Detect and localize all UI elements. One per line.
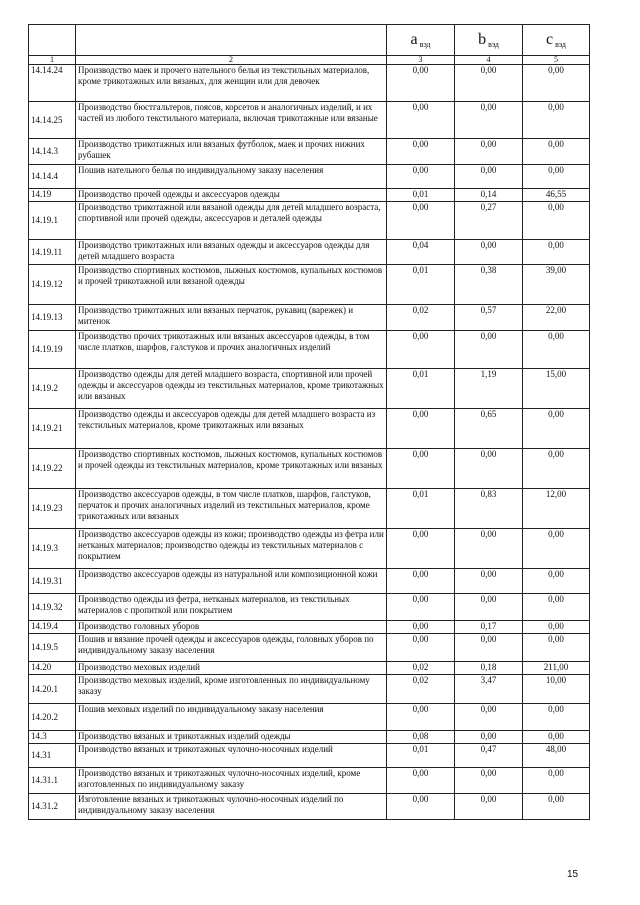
value-c-cell: 39,00 — [523, 265, 590, 305]
description-cell: Производство трикотажных или вязаных перчаток, рукавиц (варежек) и митенок — [76, 305, 387, 331]
description-cell: Производство одежды для детей младшего возраста, спортивной или прочей одежды и аксессуаров одежды из текстильных материалов, кроме трикотажных или вязаных — [76, 369, 387, 409]
value-b-cell: 0,00 — [455, 529, 523, 569]
okved-code-cell: 14.19.13 — [29, 305, 76, 331]
value-c-cell: 22,00 — [523, 305, 590, 331]
value-c-cell: 0,00 — [523, 331, 590, 369]
table-row — [29, 768, 590, 794]
value-a-cell: 0,00 — [387, 65, 455, 102]
table-row — [29, 331, 590, 369]
column-number: 4 — [455, 56, 523, 65]
table-row — [29, 675, 590, 704]
table-row — [29, 165, 590, 189]
value-c-cell: 0,00 — [523, 634, 590, 662]
value-b-cell: 0,14 — [455, 189, 523, 202]
okved-code-cell: 14.14.24 — [29, 65, 76, 102]
value-c-cell: 0,00 — [523, 768, 590, 794]
table-row — [29, 202, 590, 240]
table-row — [29, 369, 590, 409]
okved-code-cell: 14.19.3 — [29, 529, 76, 569]
value-a-cell: 0,00 — [387, 165, 455, 189]
okved-code-cell: 14.14.3 — [29, 139, 76, 165]
value-b-cell: 0,00 — [455, 768, 523, 794]
value-b-cell: 0,27 — [455, 202, 523, 240]
value-a-cell: 0,00 — [387, 449, 455, 489]
description-cell: Производство спортивных костюмов, лыжных костюмов, купальных костюмов и прочей трикотажной или вязаной одежды — [76, 265, 387, 305]
description-cell: Производство маек и прочего нательного белья из текстильных материалов, кроме трикотажных или вязаных, для женщин или для девочек — [76, 65, 387, 102]
okved-code-cell: 14.19.12 — [29, 265, 76, 305]
table-row — [29, 305, 590, 331]
column-number: 2 — [76, 56, 387, 65]
value-b-cell: 0,00 — [455, 240, 523, 265]
value-b-cell: 0,38 — [455, 265, 523, 305]
table-row — [29, 569, 590, 594]
value-a-cell: 0,01 — [387, 369, 455, 409]
value-b-cell: 0,17 — [455, 621, 523, 634]
table-row — [29, 240, 590, 265]
okved-code-cell: 14.19.19 — [29, 331, 76, 369]
value-a-cell: 0,01 — [387, 489, 455, 529]
value-c-cell: 0,00 — [523, 65, 590, 102]
value-a-cell: 0,04 — [387, 240, 455, 265]
table-row — [29, 731, 590, 744]
table-row — [29, 662, 590, 675]
page-number: 15 — [567, 869, 579, 880]
value-b-cell: 0,00 — [455, 704, 523, 731]
value-b-cell: 0,00 — [455, 449, 523, 489]
value-c-cell: 0,00 — [523, 240, 590, 265]
okved-code-cell: 14.19.22 — [29, 449, 76, 489]
okved-code-cell: 14.19.31 — [29, 569, 76, 594]
value-c-cell: 48,00 — [523, 744, 590, 768]
okved-code-cell: 14.19.32 — [29, 594, 76, 621]
description-cell: Изготовление вязаных и трикотажных чулочно-носочных изделий по индивидуальному заказу населения — [76, 794, 387, 820]
header-code-cell — [29, 25, 76, 56]
okved-code-cell: 14.31.1 — [29, 768, 76, 794]
value-a-cell: 0,02 — [387, 662, 455, 675]
column-numbers-row — [29, 56, 590, 65]
column-number: 5 — [523, 56, 590, 65]
description-cell: Производство одежды и аксессуаров одежды для детей младшего возраста из текстильных материалов, кроме трикотажных или вязаных — [76, 409, 387, 449]
description-cell: Производство трикотажных или вязаных футболок, маек и прочих нижних рубашек — [76, 139, 387, 165]
value-b-cell: 0,57 — [455, 305, 523, 331]
okved-code-cell: 14.20.2 — [29, 704, 76, 731]
header-col-b: b $_{вэд}$ — [455, 25, 523, 56]
value-c-cell: 0,00 — [523, 102, 590, 139]
table-row — [29, 744, 590, 768]
value-b-cell: 0,00 — [455, 594, 523, 621]
value-c-cell: 12,00 — [523, 489, 590, 529]
description-cell: Производство бюстгальтеров, поясов, корсетов и аналогичных изделий, и их частей из любого текстильного материала, включая трикотажные или вязаные — [76, 102, 387, 139]
value-a-cell: 0,00 — [387, 594, 455, 621]
value-a-cell: 0,01 — [387, 744, 455, 768]
value-b-cell: 0,47 — [455, 744, 523, 768]
value-b-cell: 0,00 — [455, 65, 523, 102]
value-a-cell: 0,02 — [387, 305, 455, 331]
value-c-cell: 0,00 — [523, 704, 590, 731]
value-a-cell: 0,00 — [387, 569, 455, 594]
okved-code-cell: 14.31 — [29, 744, 76, 768]
value-a-cell: 0,00 — [387, 102, 455, 139]
description-cell: Производство меховых изделий, кроме изготовленных по индивидуальному заказу — [76, 675, 387, 704]
value-a-cell: 0,00 — [387, 139, 455, 165]
value-b-cell: 0,00 — [455, 794, 523, 820]
okved-code-cell: 14.14.4 — [29, 165, 76, 189]
column-number: 1 — [29, 56, 76, 65]
okved-code-cell: 14.20 — [29, 662, 76, 675]
value-c-cell: 0,00 — [523, 529, 590, 569]
value-b-cell: 3,47 — [455, 675, 523, 704]
value-b-cell: 0,00 — [455, 139, 523, 165]
value-b-cell: 0,18 — [455, 662, 523, 675]
value-a-cell: 0,00 — [387, 621, 455, 634]
value-b-cell: 0,00 — [455, 165, 523, 189]
value-b-cell: 0,00 — [455, 569, 523, 594]
okved-code-cell: 14.14.25 — [29, 102, 76, 139]
description-cell: Производство аксессуаров одежды из кожи; производство одежды из фетра или нетканых материалов; производство одежды из текстильных материалов с покрытием — [76, 529, 387, 569]
value-c-cell: 10,00 — [523, 675, 590, 704]
description-cell: Пошив и вязание прочей одежды и аксессуаров одежды, головных уборов по индивидуальному заказу населения — [76, 634, 387, 662]
value-c-cell: 211,00 — [523, 662, 590, 675]
value-a-cell: 0,01 — [387, 189, 455, 202]
table-row — [29, 189, 590, 202]
value-c-cell: 0,00 — [523, 731, 590, 744]
header-desc-cell — [76, 25, 387, 56]
value-c-cell: 0,00 — [523, 202, 590, 240]
table-row — [29, 409, 590, 449]
okved-code-cell: 14.31.2 — [29, 794, 76, 820]
description-cell: Производство вязаных и трикотажных чулочно-носочных изделий — [76, 744, 387, 768]
table-row — [29, 102, 590, 139]
value-c-cell: 0,00 — [523, 621, 590, 634]
value-a-cell: 0,01 — [387, 265, 455, 305]
description-cell: Производство вязаных и трикотажных изделий одежды — [76, 731, 387, 744]
description-cell: Производство трикотажных или вязаных одежды и аксессуаров одежды для детей младшего возраста — [76, 240, 387, 265]
description-cell: Пошив нательного белья по индивидуальному заказу населения — [76, 165, 387, 189]
value-a-cell: 0,00 — [387, 331, 455, 369]
value-a-cell: 0,00 — [387, 768, 455, 794]
data-table — [28, 24, 590, 820]
description-cell: Производство вязаных и трикотажных чулочно-носочных изделий, кроме изготовленных по индивидуальному заказу — [76, 768, 387, 794]
value-c-cell: 15,00 — [523, 369, 590, 409]
description-cell: Пошив меховых изделий по индивидуальному заказу населения — [76, 704, 387, 731]
value-a-cell: 0,02 — [387, 675, 455, 704]
value-c-cell: 0,00 — [523, 594, 590, 621]
value-b-cell: 0,65 — [455, 409, 523, 449]
value-a-cell: 0,00 — [387, 634, 455, 662]
okved-code-cell: 14.19.23 — [29, 489, 76, 529]
okved-code-cell: 14.19.21 — [29, 409, 76, 449]
value-c-cell: 0,00 — [523, 569, 590, 594]
description-cell: Производство прочих трикотажных или вязаных аксессуаров одежды, в том числе платков, шарфов, галстуков и прочих аналогичных изделий — [76, 331, 387, 369]
value-a-cell: 0,00 — [387, 794, 455, 820]
description-cell: Производство меховых изделий — [76, 662, 387, 675]
description-cell: Производство головных уборов — [76, 621, 387, 634]
table-row — [29, 449, 590, 489]
description-cell: Производство одежды из фетра, нетканых материалов, из текстильных материалов с пропиткой или покрытием — [76, 594, 387, 621]
value-a-cell: 0,00 — [387, 529, 455, 569]
value-c-cell: 0,00 — [523, 139, 590, 165]
value-c-cell: 0,00 — [523, 409, 590, 449]
table-row — [29, 634, 590, 662]
okved-code-cell: 14.19 — [29, 189, 76, 202]
okved-code-cell: 14.3 — [29, 731, 76, 744]
header-col-c: c $_{вэд}$ — [523, 25, 590, 56]
value-a-cell: 0,00 — [387, 704, 455, 731]
description-cell: Производство трикотажной или вязаной одежды для детей младшего возраста, спортивной или прочей одежды, аксессуаров и деталей одежды — [76, 202, 387, 240]
description-cell: Производство прочей одежды и аксессуаров одежды — [76, 189, 387, 202]
value-c-cell: 0,00 — [523, 794, 590, 820]
okved-code-cell: 14.19.5 — [29, 634, 76, 662]
okved-code-cell: 14.19.11 — [29, 240, 76, 265]
value-a-cell: 0,00 — [387, 409, 455, 449]
column-number: 3 — [387, 56, 455, 65]
value-b-cell: 0,00 — [455, 634, 523, 662]
value-b-cell: 1,19 — [455, 369, 523, 409]
table-row — [29, 65, 590, 102]
header-row — [29, 25, 590, 56]
value-a-cell: 0,00 — [387, 202, 455, 240]
value-c-cell: 46,55 — [523, 189, 590, 202]
value-a-cell: 0,08 — [387, 731, 455, 744]
description-cell: Производство спортивных костюмов, лыжных костюмов, купальных костюмов и прочей одежды из текстильных материалов, кроме трикотажных или вязаных — [76, 449, 387, 489]
description-cell: Производство аксессуаров одежды из натуральной или композиционной кожи — [76, 569, 387, 594]
okved-code-cell: 14.20.1 — [29, 675, 76, 704]
header-col-a: a $_{вэд}$ — [387, 25, 455, 56]
table-row — [29, 265, 590, 305]
table-row — [29, 704, 590, 731]
value-b-cell: 0,00 — [455, 102, 523, 139]
table-row — [29, 594, 590, 621]
description-cell: Производство аксессуаров одежды, в том числе платков, шарфов, галстуков, перчаток и прочих аналогичных изделий из текстильных материалов, кроме трикотажных или вязаных — [76, 489, 387, 529]
okved-code-cell: 14.19.4 — [29, 621, 76, 634]
value-c-cell: 0,00 — [523, 165, 590, 189]
value-b-cell: 0,00 — [455, 331, 523, 369]
value-c-cell: 0,00 — [523, 449, 590, 489]
table-row — [29, 529, 590, 569]
table-row — [29, 139, 590, 165]
okved-code-cell: 14.19.2 — [29, 369, 76, 409]
table-row — [29, 621, 590, 634]
okved-code-cell: 14.19.1 — [29, 202, 76, 240]
value-b-cell: 0,00 — [455, 731, 523, 744]
table-row — [29, 794, 590, 820]
table-row — [29, 489, 590, 529]
value-b-cell: 0,83 — [455, 489, 523, 529]
